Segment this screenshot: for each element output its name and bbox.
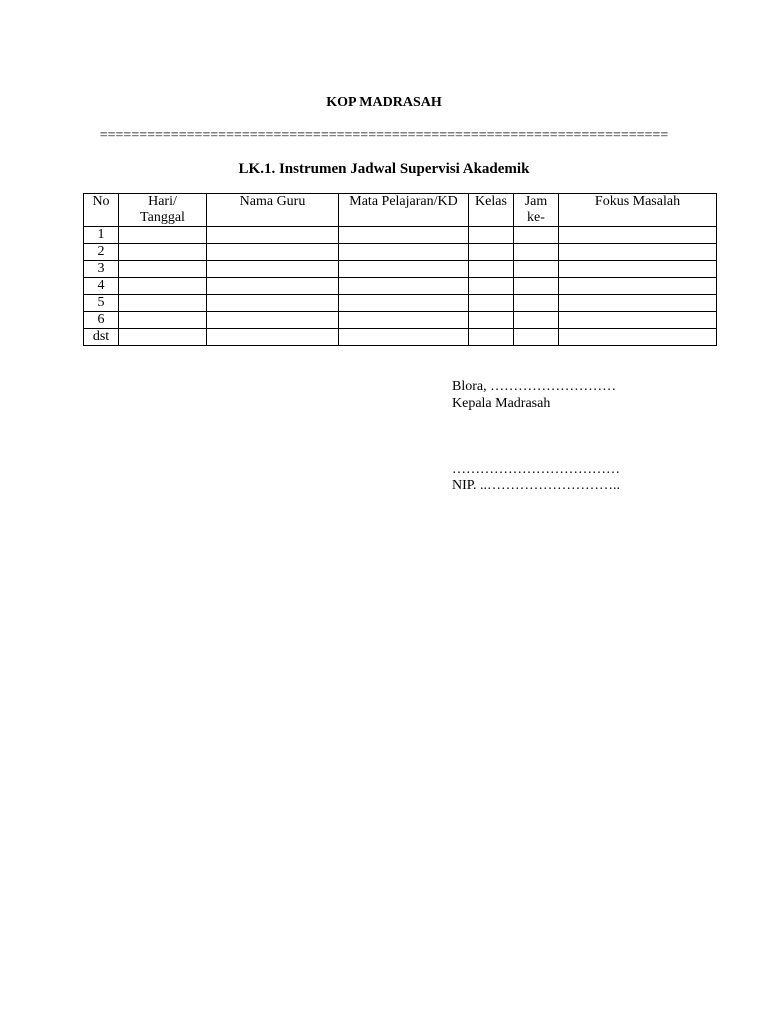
col-header-no: No [84, 194, 119, 227]
empty-cell [559, 312, 717, 329]
empty-cell [119, 227, 207, 244]
table-row [84, 329, 717, 346]
empty-cell [119, 261, 207, 278]
table-header [84, 194, 717, 227]
empty-cell [207, 295, 339, 312]
empty-cell [207, 312, 339, 329]
empty-cell [469, 261, 514, 278]
document-title: LK.1. Instrumen Jadwal Supervisi Akademik [238, 161, 530, 177]
row-number: 3 [84, 261, 119, 278]
table-row [84, 244, 717, 261]
col-header-kelas: Kelas [469, 194, 514, 227]
empty-cell [469, 227, 514, 244]
empty-cell [469, 312, 514, 329]
empty-cell [119, 312, 207, 329]
separator-line: ======================================================================== [99, 128, 669, 143]
empty-cell [119, 278, 207, 295]
empty-cell [119, 244, 207, 261]
empty-cell [469, 278, 514, 295]
empty-cell [514, 295, 559, 312]
empty-cell [207, 261, 339, 278]
empty-cell [119, 329, 207, 346]
row-number: 2 [84, 244, 119, 261]
row-number: 6 [84, 312, 119, 329]
signature-nip: NIP. ..……………………….. [452, 478, 621, 493]
empty-cell [514, 261, 559, 278]
empty-cell [339, 329, 469, 346]
empty-cell [469, 329, 514, 346]
table-row [84, 278, 717, 295]
empty-cell [469, 244, 514, 261]
letterhead-placeholder: KOP MADRASAH [326, 95, 442, 110]
col-header-jam-ke-text: Jam ke- [524, 194, 548, 225]
supervision-schedule-table [83, 193, 717, 346]
table-row [84, 227, 717, 244]
empty-cell [469, 295, 514, 312]
empty-cell [559, 278, 717, 295]
signature-name-line: ……………………………… [452, 462, 620, 477]
empty-cell [339, 244, 469, 261]
empty-cell [119, 295, 207, 312]
empty-cell [339, 312, 469, 329]
empty-cell [207, 227, 339, 244]
empty-cell [339, 295, 469, 312]
table-row [84, 261, 717, 278]
col-header-nama-guru: Nama Guru [207, 194, 339, 227]
col-header-hari-tanggal-text: Hari/ Tanggal [140, 194, 185, 225]
empty-cell [514, 312, 559, 329]
empty-cell [514, 329, 559, 346]
table-row [84, 312, 717, 329]
table-row [84, 295, 717, 312]
empty-cell [559, 329, 717, 346]
col-header-fokus-masalah: Fokus Masalah [559, 194, 717, 227]
empty-cell [559, 244, 717, 261]
row-number: 1 [84, 227, 119, 244]
row-number: 4 [84, 278, 119, 295]
empty-cell [207, 244, 339, 261]
col-header-hari-tanggal [119, 194, 207, 227]
empty-cell [559, 227, 717, 244]
empty-cell [207, 278, 339, 295]
empty-cell [559, 295, 717, 312]
signature-role: Kepala Madrasah [452, 396, 551, 411]
empty-cell [514, 244, 559, 261]
empty-cell [559, 261, 717, 278]
table-body [84, 227, 717, 346]
col-header-mata-pelajaran: Mata Pelajaran/KD [339, 194, 469, 227]
empty-cell [207, 329, 339, 346]
col-header-jam-ke [514, 194, 559, 227]
empty-cell [339, 261, 469, 278]
row-number: dst [84, 329, 119, 346]
empty-cell [339, 227, 469, 244]
empty-cell [514, 278, 559, 295]
empty-cell [514, 227, 559, 244]
signature-place-date: Blora, ……………………… [452, 379, 617, 394]
row-number: 5 [84, 295, 119, 312]
header-row [84, 194, 717, 227]
empty-cell [339, 278, 469, 295]
